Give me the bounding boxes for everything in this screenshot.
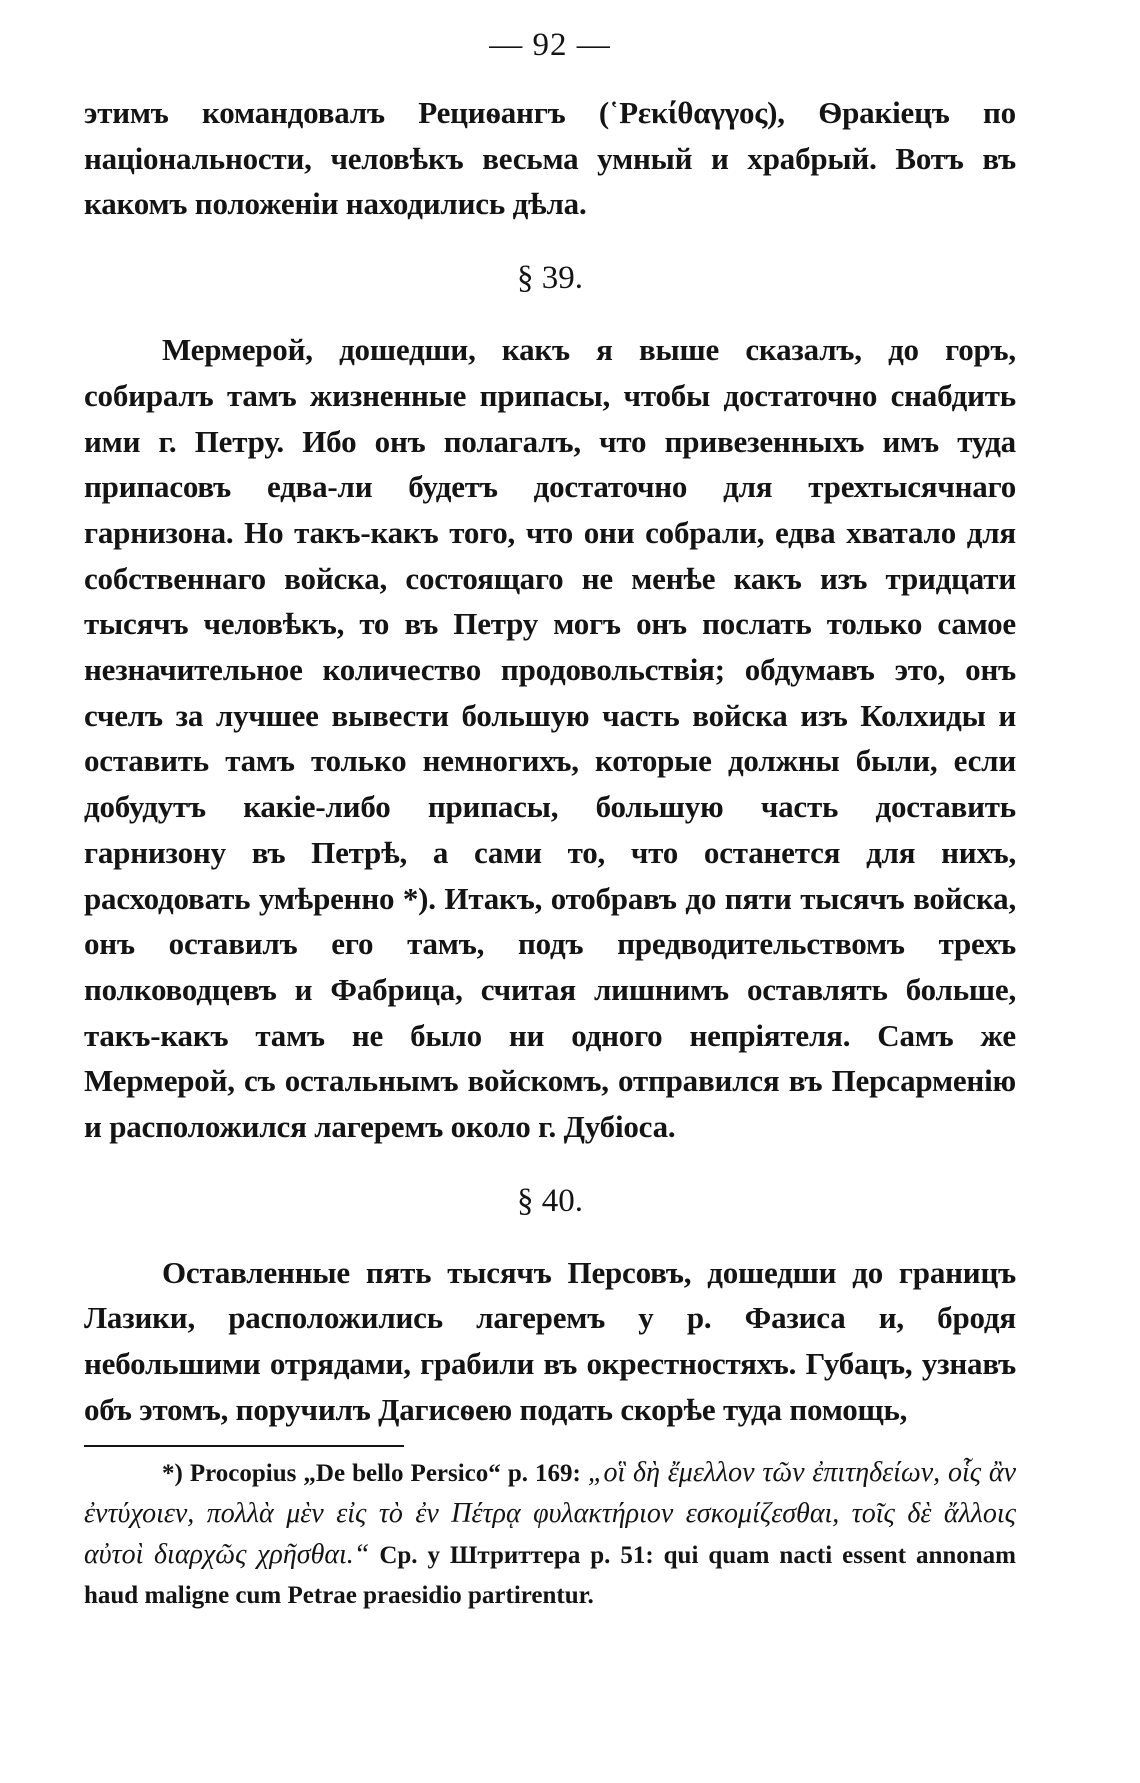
footnote [84, 1453, 1016, 1616]
footnote-tail: Ср. у Штриттера p. 51: qui quam nacti essent annonam haud maligne cum Petrae praesidio partirentur. [84, 1541, 1016, 1609]
footnote-divider [84, 1445, 404, 1447]
footnote-greek-quote: „οἳ δὴ ἔμελλον τῶν ἐπιτηδείων, οἷς ἂν ἐντύχοιεν, πολλὰ μὲν εἰς τὸ ἐν Πέτρᾳ φυλακτήριον εσκομίζεσθαι, τοῖς δὲ ἄλλοις αὐτοὶ διαρχῶς χρῆσθαι.“ [84, 1456, 1017, 1570]
footnote-lead: *) Procopius „De bello Persico“ p. 169: [162, 1459, 588, 1487]
paragraph-continuation: этимъ командовалъ Рециѳангъ (῾Ρεκίθαγγος), Ѳракіецъ по національности, человѣкъ весьма умный и храбрый. Вотъ въ какомъ положеніи находились дѣла. [84, 95, 1016, 222]
section-heading-40: § 40. [517, 1182, 583, 1219]
book-page [84, 22, 1016, 1616]
paragraph-section-40: Оставленные пять тысячъ Персовъ, дошедши до границъ Лазики, расположились лагеремъ у р. Фазиса и, бродя небольшими отрядами, грабили въ окрестностяхъ. Губацъ, узнавъ объ этомъ, поручилъ Дагисѳею подать скорѣе туда помощь, [84, 1254, 1016, 1427]
paragraph-section-39: Мермерой, дошедши, какъ я выше сказалъ, до горъ, собиралъ тамъ жизненные припасы, чтобы достаточно снабдить ими г. Петру. Ибо онъ полагалъ, что привезенныхъ имъ туда припасовъ едва-ли будетъ достаточно для трехтысячнаго гарнизона. Но такъ-какъ того, что они собрали, едва хватало для собственнаго войска, состоящаго не менѣе какъ изъ тридцати тысячъ человѣкъ, то въ Петру могъ онъ послать только самое незначительное количество продовольствія; обдумавъ это, онъ счелъ за лучшее вывести большую часть войска изъ Колхиды и оставить тамъ только немногихъ, которые должны были, если добудутъ какіе-либо припасы, большую часть доставить гарнизону въ Петрѣ, а сами то, что останется для нихъ, расходовать умѣренно *). Итакъ, отобравъ до пяти тысячъ войска, онъ оставилъ его тамъ, подъ предводительствомъ трехъ полководцевъ и Фабрица, считая лишнимъ оставлять больше, такъ-какъ тамъ не было ни одного непріятеля. Самъ же Мермерой, съ остальнымъ войскомъ, отправился въ Персарменію и расположился лагеремъ около г. Дубіоса. [84, 332, 1016, 1145]
section-heading-39: § 39. [517, 260, 583, 297]
page-number: — 92 — [489, 27, 611, 63]
